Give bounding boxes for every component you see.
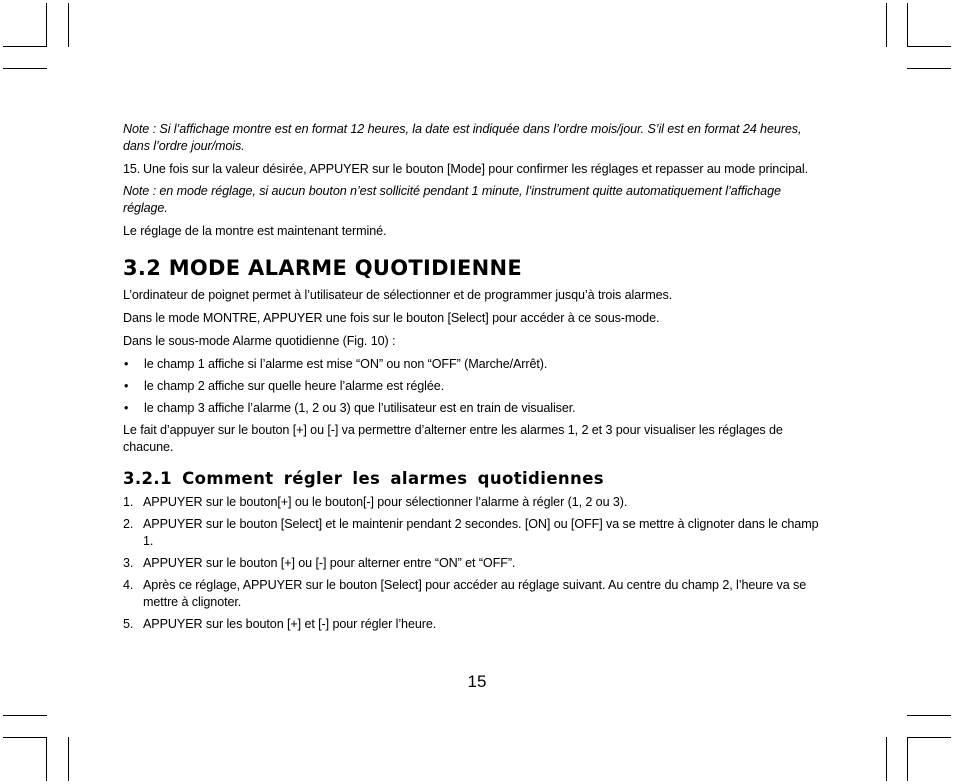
item-text: APPUYER sur le bouton [+] ou [-] pour alterner entre “ON” et “OFF”. xyxy=(143,556,516,570)
bullet-item xyxy=(123,400,820,417)
note-text: Note : en mode réglage, si aucun bouton n’est sollicité pendant 1 minute, l’instrument quitte automatiquement l’affichage réglage. xyxy=(123,184,781,215)
paragraph: Le fait d’appuyer sur le bouton [+] ou [-] va permettre d’alterner entre les alarmes 1, 2 et 3 pour visualiser les réglages de chacune. xyxy=(123,423,783,454)
paragraph: Dans le mode MONTRE, APPUYER une fois sur le bouton [Select] pour accéder à ce sous-mode. xyxy=(123,311,660,325)
numbered-item xyxy=(123,516,820,550)
item-number: 5. xyxy=(123,617,134,631)
item-text: le champ 3 affiche l’alarme (1, 2 ou 3) que l’utilisateur est en train de visualiser. xyxy=(144,401,576,415)
item-number: 2. xyxy=(123,517,134,531)
item-number: 3. xyxy=(123,556,134,570)
bullet-marker: • xyxy=(124,357,129,371)
bullet-item xyxy=(123,378,820,395)
numbered-item xyxy=(123,161,820,178)
item-number: 1. xyxy=(123,495,134,509)
subsection-heading: 3.2.1 Comment régler les alarmes quotidiennes xyxy=(123,469,605,488)
item-text: APPUYER sur le bouton [Select] et le maintenir pendant 2 secondes. [ON] ou [OFF] va se mettre à clignoter dans le champ 1. xyxy=(143,517,819,548)
item-text: le champ 1 affiche si l’alarme est mise “ON” ou non “OFF” (Marche/Arrêt). xyxy=(144,357,548,371)
item-text: APPUYER sur les bouton [+] et [-] pour régler l’heure. xyxy=(143,617,437,631)
numbered-item xyxy=(123,616,820,633)
item-text: le champ 2 affiche sur quelle heure l’alarme est réglée. xyxy=(144,379,445,393)
numbered-item xyxy=(123,577,820,611)
item-text: APPUYER sur le bouton[+] ou le bouton[-] pour sélectionner l’alarme à régler (1, 2 ou 3). xyxy=(143,495,628,509)
numbered-item xyxy=(123,494,820,511)
page-number: 15 xyxy=(467,672,487,691)
item-number: 15. xyxy=(123,162,141,176)
paragraph: Le réglage de la montre est maintenant terminé. xyxy=(123,224,387,238)
bullet-marker: • xyxy=(124,401,129,415)
note-text: Note : Si l’affichage montre est en format 12 heures, la date est indiquée dans l’ordre mois/jour. S’il est en format 24 heures, dans l’ordre jour/mois. xyxy=(123,122,802,153)
page-content xyxy=(123,121,820,638)
item-number: 4. xyxy=(123,578,134,592)
paragraph: Dans le sous-mode Alarme quotidienne (Fig. 10) : xyxy=(123,334,396,348)
item-text: Après ce réglage, APPUYER sur le bouton [Select] pour accéder au réglage suivant. Au centre du champ 2, l’heure va se mettre à clignoter. xyxy=(143,578,807,609)
numbered-item xyxy=(123,555,820,572)
paragraph: L’ordinateur de poignet permet à l’utilisateur de sélectionner et de programmer jusqu’à trois alarmes. xyxy=(123,288,673,302)
item-text: Une fois sur la valeur désirée, APPUYER sur le bouton [Mode] pour confirmer les réglages et repasser au mode principal. xyxy=(143,162,809,176)
section-heading: 3.2 MODE ALARME QUOTIDIENNE xyxy=(123,256,523,280)
bullet-marker: • xyxy=(124,379,129,393)
bullet-item xyxy=(123,356,820,373)
